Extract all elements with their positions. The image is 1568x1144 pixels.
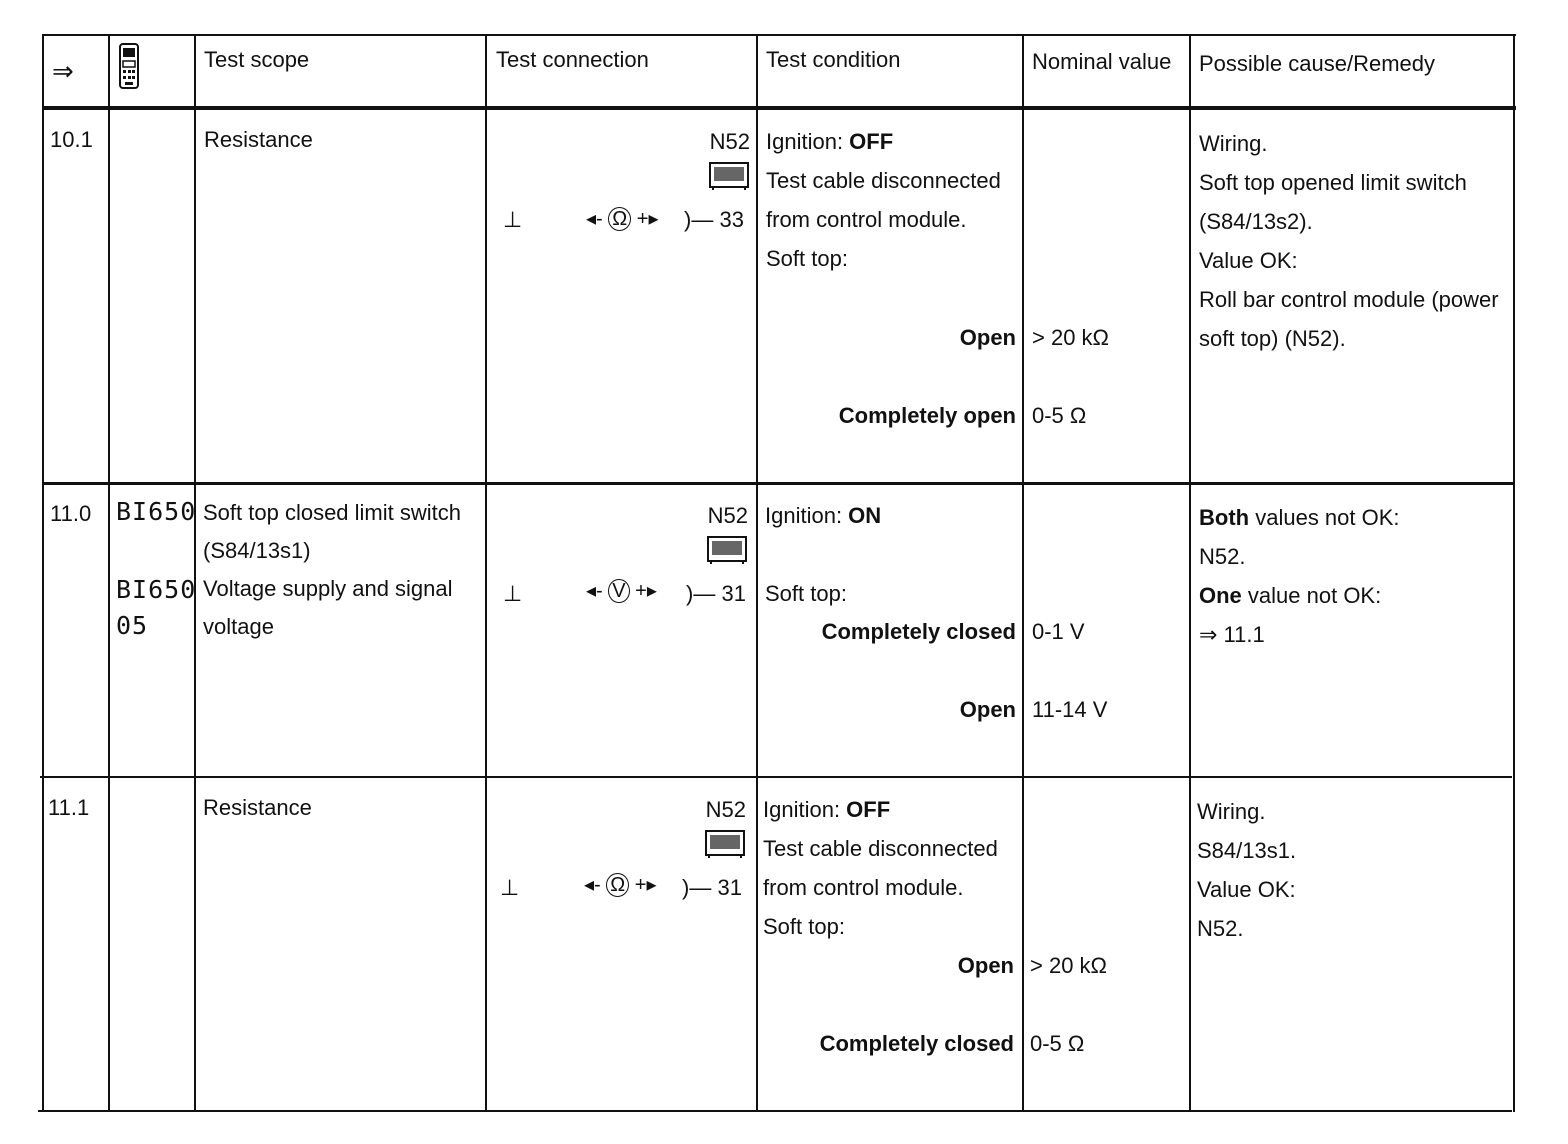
module-label: N52	[707, 503, 748, 528]
ignition-state: OFF	[849, 129, 894, 154]
nominal-value: 0-1 V	[1032, 619, 1085, 644]
condition-state: Open	[957, 953, 1014, 978]
module-label: N52	[709, 129, 750, 154]
scope-line: voltage	[203, 614, 274, 639]
ohmmeter-icon: ◂- Ω +▸	[584, 874, 657, 896]
condition-line: Soft top:	[765, 581, 847, 606]
condition-line: Test cable disconnected	[766, 168, 1001, 193]
pin-number: )— 33	[684, 207, 744, 232]
test-scope: Resistance	[204, 127, 313, 152]
condition-line: Test cable disconnected	[763, 836, 998, 861]
condition-line: Soft top:	[766, 246, 848, 271]
col-border-7	[1513, 34, 1515, 1112]
condition-state: Open	[959, 325, 1016, 350]
control-module-connector-icon	[709, 162, 749, 190]
ohmmeter-icon: ◂- Ω +▸	[586, 208, 659, 230]
scope-line: (S84/13s1)	[203, 538, 311, 563]
module-label: N52	[705, 797, 746, 822]
ignition-label: Ignition:	[766, 129, 850, 154]
bottom-border	[38, 1110, 1512, 1112]
ignition-label: Ignition:	[765, 503, 849, 528]
ignition-state: OFF	[846, 797, 891, 822]
ground-symbol: ⊥	[500, 875, 520, 900]
step-number: 11.1	[48, 795, 90, 820]
row-divider-1	[42, 482, 1514, 485]
header-test-connection: Test connection	[496, 47, 649, 72]
nominal-value: 11-14 V	[1032, 697, 1108, 722]
test-scope	[197, 494, 467, 646]
cause-line: N52.	[1197, 916, 1244, 941]
cause-line: Value OK:	[1197, 877, 1296, 902]
cause-line: (S84/13s2).	[1199, 209, 1313, 234]
pin-value: 33	[719, 207, 744, 232]
tester-device-icon	[118, 42, 140, 90]
header-nominal-value: Nominal value	[1032, 49, 1172, 74]
test-condition	[760, 122, 1007, 278]
ground-symbol: ⊥	[503, 207, 523, 232]
pin-value: 31	[721, 581, 746, 606]
ground-symbol: ⊥	[503, 581, 523, 606]
col-border-6	[1189, 34, 1191, 1110]
condition-state: Completely closed	[819, 1031, 1014, 1056]
voltmeter-icon: ◂- V +▸	[586, 580, 657, 602]
meter-symbol: Ω	[608, 207, 631, 231]
meter-symbol: Ω	[606, 873, 629, 897]
header-possible-cause: Possible cause/Remedy	[1199, 51, 1436, 76]
header-test-condition: Test condition	[766, 47, 901, 72]
cause-line: value not OK:	[1247, 583, 1382, 608]
cause-line: Roll bar control module (power	[1199, 287, 1499, 312]
cause-line: soft top) (N52).	[1199, 326, 1346, 351]
control-module-connector-icon	[705, 830, 745, 858]
condition-line: from control module.	[763, 875, 964, 900]
pin-value: 31	[717, 875, 742, 900]
condition-state: Completely open	[838, 403, 1016, 428]
nominal-value: > 20 kΩ	[1030, 953, 1107, 978]
condition-state: Completely closed	[821, 619, 1016, 644]
cause-line: Wiring.	[1197, 799, 1266, 824]
cause-line: values not OK:	[1255, 505, 1400, 530]
tester-code: BI650	[116, 497, 197, 526]
header-arrow: ⇒	[52, 56, 74, 86]
scope-line: Soft top closed limit switch	[203, 500, 461, 525]
cause-emphasis: One	[1199, 583, 1242, 608]
step-number: 10.1	[50, 127, 93, 152]
meter-symbol: V	[608, 579, 629, 603]
nominal-value: > 20 kΩ	[1032, 325, 1109, 350]
cause-emphasis: Both	[1199, 505, 1250, 530]
ignition-state: ON	[848, 503, 882, 528]
test-condition	[759, 496, 887, 535]
top-border	[44, 34, 1516, 36]
condition-line: from control module.	[766, 207, 967, 232]
col-border-3	[485, 34, 487, 1110]
possible-cause	[1193, 124, 1505, 358]
cause-line: S84/13s1.	[1197, 838, 1297, 863]
possible-cause	[1193, 498, 1406, 654]
tester-code: 05	[116, 611, 149, 640]
test-condition	[757, 790, 1004, 946]
cause-line: ⇒ 11.1	[1199, 622, 1265, 647]
condition-line: Soft top:	[763, 914, 845, 939]
cause-line: Value OK:	[1199, 248, 1298, 273]
cause-line: Wiring.	[1199, 131, 1268, 156]
ignition-label: Ignition:	[763, 797, 847, 822]
header-test-scope: Test scope	[204, 47, 310, 72]
nominal-value: 0-5 Ω	[1032, 403, 1087, 428]
possible-cause	[1191, 792, 1302, 948]
nominal-value: 0-5 Ω	[1030, 1031, 1085, 1056]
scope-line: Voltage supply and signal	[203, 576, 453, 601]
cause-line: N52.	[1199, 544, 1246, 569]
pin-number: )— 31	[682, 875, 742, 900]
pin-number: )— 31	[686, 581, 746, 606]
step-number: 11.0	[50, 501, 92, 526]
col-border-0	[42, 34, 44, 1112]
cause-line: Soft top opened limit switch	[1199, 170, 1467, 195]
condition-state: Open	[959, 697, 1016, 722]
header-divider	[44, 106, 1516, 110]
test-scope: Resistance	[203, 795, 312, 820]
tester-code: BI650	[116, 575, 197, 604]
control-module-connector-icon	[707, 536, 747, 564]
row-divider-2	[40, 776, 1512, 778]
